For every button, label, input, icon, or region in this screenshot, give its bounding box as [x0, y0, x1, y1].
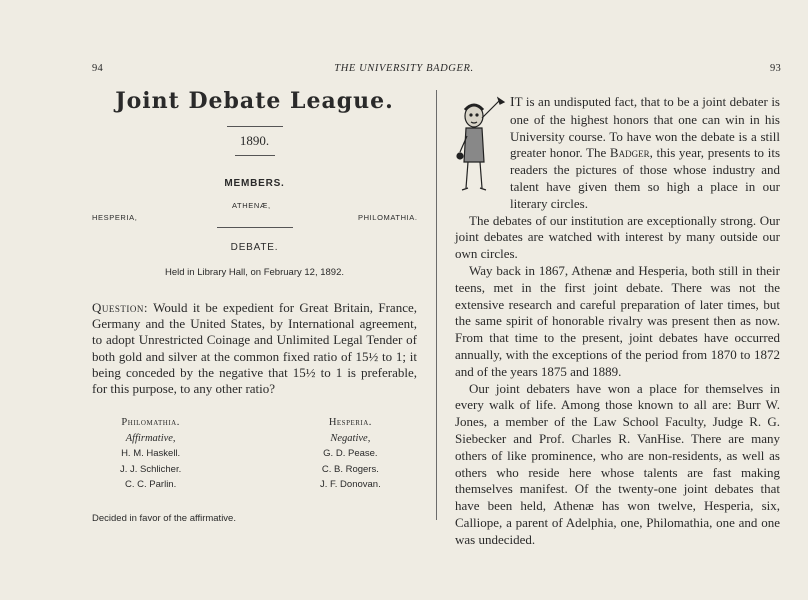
debate-question: [92, 300, 417, 397]
debate-teams: [92, 415, 417, 510]
paragraph-2: The debates of our institution are exceptionally strong. Our joint debates are watched with interest by many outside our own circles.: [455, 212, 780, 262]
team-member: H. M. Haskell.: [121, 448, 181, 460]
team-member: J. J. Schlicher.: [120, 463, 182, 475]
paragraph-3: Way back in 1867, Athenæ and Hesperia, both still in their teens, met in the first joint debate. There was not the extensive research and careful preparation of later times, but the same spirit of honorable rivalry was present then as now. From that time to the present, joint debates have occurred annually, with the exceptions of the period from 1870 to 1872 and of the years 1875 and 1889.: [455, 262, 780, 379]
paragraph-1-text-b: , this year, presents to its readers the pictures of those whose industry and talent have given them so high a place in our literary circles.: [510, 145, 781, 211]
paragraph-1-text-a: T is an undisputed fact, that to be a joint debater is one of the highest honors that one can win in his University course. To have won the debate is a still greater honor. The: [510, 94, 780, 161]
running-title: THE UNIVERSITY BADGER.: [334, 63, 474, 74]
team-member: G. D. Pease.: [323, 448, 378, 460]
members-row: [92, 213, 417, 225]
members-center-row: [92, 201, 417, 213]
team-side: Negative,: [330, 432, 371, 444]
team-name: Philomathia.: [121, 417, 180, 429]
right-page-number: 93: [770, 63, 782, 74]
team-member: C. B. Rogers.: [321, 463, 379, 475]
members-rule: [217, 227, 293, 228]
team-member: C. C. Parlin.: [125, 479, 177, 491]
members-heading: MEMBERS.: [224, 178, 285, 189]
year-rule: [235, 155, 275, 156]
paragraph-4: Our joint debaters have won a place for themselves in every walk of life. Among those known to all are: Burr W. Jones, a member of the Law School Faculty, Judge R. G. Siebecker and Prof. Charles R. VanHise. There are many others of like prominence, who are non-residents, as well as others who reside here whose talents are fast making themselves manifest. Of the twenty-one joint debates that have been held, Athenæ has won twelve, Hesperia, six, Calliope, a parent of Adelphia, one, Philomathia, one and one was undecided.: [455, 380, 780, 547]
paragraph-1: [455, 94, 780, 213]
page-title: Joint Debate League.: [115, 88, 394, 114]
left-column: [92, 88, 418, 524]
drop-cap: I: [510, 95, 515, 110]
year: 1890.: [239, 133, 270, 148]
team-member: J. F. Donovan.: [320, 479, 381, 491]
right-column: [455, 94, 780, 549]
team-side: Affirmative,: [125, 432, 176, 444]
member-hesperia: HESPERIA,: [92, 213, 138, 222]
debate-heading: DEBATE.: [230, 242, 279, 253]
team-affirmative: [120, 415, 181, 493]
question-text: Would it be expedient for Great Britain, France, Germany and the United States, by International agreement, to adopt Unrestricted Coinage and Unlimited Legal Tender of both gold and silver at the common fixed ratio of 15½ to 1; it being conceded by the negative that 15½ to 1 is preferable, for this purpose, to any other ratio?: [92, 300, 417, 397]
debater-illustration: [454, 96, 508, 196]
title-rule: [227, 126, 283, 127]
member-athenae: ATHENÆ,: [232, 201, 271, 210]
debate-held: Held in Library Hall, on February 12, 1892.: [164, 267, 344, 278]
question-label: Question:: [92, 300, 148, 315]
column-divider: [436, 90, 437, 520]
member-philomathia: PHILOMATHIA.: [358, 213, 418, 222]
badger-name: Badger: [609, 145, 650, 161]
team-negative: [320, 415, 381, 493]
team-name: Hesperia.: [328, 417, 372, 429]
decision-note: Decided in favor of the affirmative.: [92, 513, 236, 524]
left-page-number: 94: [92, 63, 104, 74]
